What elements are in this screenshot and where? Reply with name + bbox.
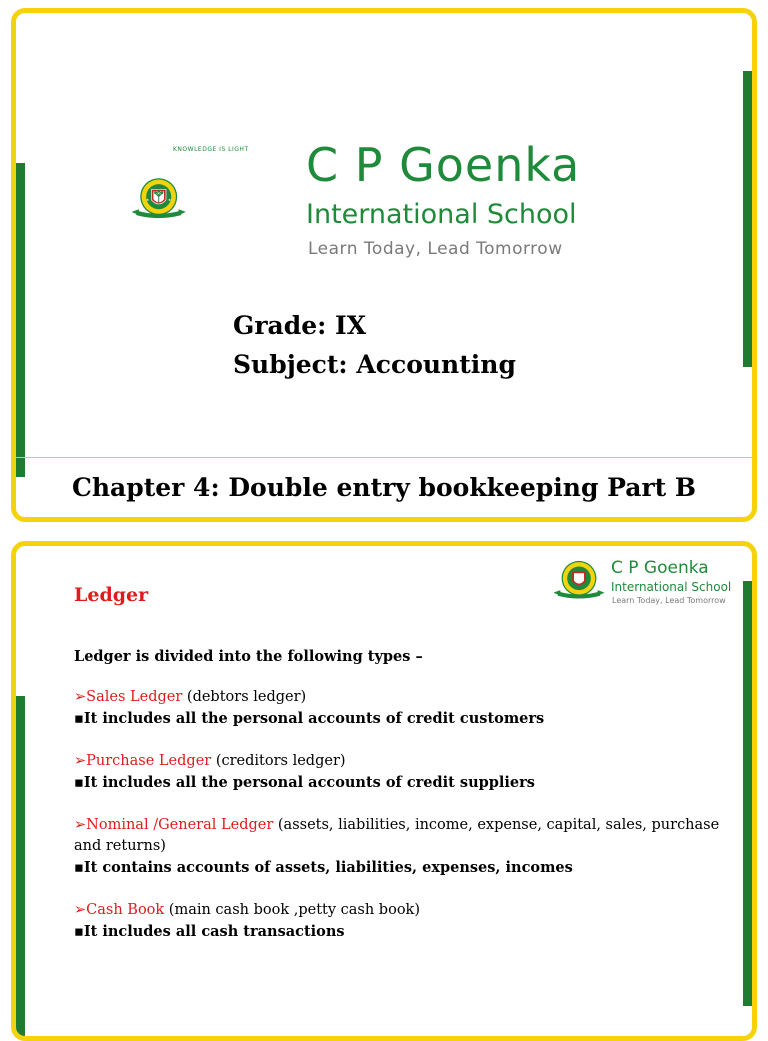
ledger-type: [74, 900, 734, 921]
svg-text:★: ★: [146, 197, 150, 202]
ledger-type-name: Purchase Ledger: [86, 753, 212, 769]
school-emblem-small-icon: [551, 558, 607, 602]
ledger-type-name: Nominal /General Ledger: [86, 817, 274, 833]
square-bullet-icon: ▪: [74, 710, 84, 727]
ledger-type-desc: (assets, liabilities, income, expense, capital, sales, purchase and returns): [74, 817, 720, 854]
ledger-content: [74, 646, 734, 964]
brand-tagline-small: Learn Today, Lead Tomorrow: [612, 596, 726, 605]
arrow-bullet-icon: ➢: [74, 753, 87, 769]
accent-bar-right: [743, 71, 752, 367]
ledger-type-bullet: [74, 772, 734, 793]
bullet-text: It contains accounts of assets, liabilities, expenses, incomes: [83, 859, 573, 876]
ledger-type-bullet: [74, 708, 734, 729]
brand-tagline: Learn Today, Lead Tomorrow: [308, 239, 563, 259]
bullet-text: It includes all the personal accounts of credit suppliers: [83, 774, 535, 791]
accent-bar-left: [16, 163, 25, 477]
emblem-top-text: KNOWLEDGE IS LIGHT: [173, 146, 249, 153]
ledger-type: [74, 687, 734, 708]
arrow-bullet-icon: ➢: [74, 817, 87, 833]
ledger-type-desc: (creditors ledger): [211, 753, 346, 769]
square-bullet-icon: ▪: [74, 923, 84, 940]
emblem-banner-text: C P GOENKA INTERNATIONAL: [156, 237, 278, 245]
title-slide: [11, 8, 757, 522]
bullet-text: It includes all cash transactions: [83, 923, 345, 940]
bullet-text: It includes all the personal accounts of credit customers: [83, 710, 545, 727]
ledger-type-desc: (main cash book ,petty cash book): [164, 902, 420, 918]
ledger-type-bullet: [74, 857, 734, 878]
ledger-slide: [11, 541, 757, 1041]
ledger-type-name: Sales Ledger: [86, 689, 183, 705]
square-bullet-icon: ▪: [74, 859, 84, 876]
ledger-type-name: Cash Book: [86, 902, 165, 918]
grade-label: Grade: IX: [233, 311, 367, 340]
chapter-title: Chapter 4: Double entry bookkeeping Part B: [71, 473, 697, 502]
brand-subtitle: International School: [306, 199, 577, 230]
accent-bar-left: [16, 696, 25, 1036]
arrow-bullet-icon: ➢: [74, 902, 87, 918]
ledger-type-desc: (debtors ledger): [182, 689, 307, 705]
subject-label: Subject: Accounting: [233, 350, 516, 379]
brand-subtitle-small: International School: [611, 580, 732, 594]
ledger-type: [74, 751, 734, 772]
accent-bar-right: [743, 581, 752, 1006]
square-bullet-icon: ▪: [74, 774, 84, 791]
slide-title: Ledger: [74, 584, 149, 606]
arrow-bullet-icon: ➢: [74, 689, 87, 705]
ledger-type-bullet: [74, 921, 734, 942]
brand-name-small: C P Goenka: [611, 558, 709, 578]
ledger-type: [74, 815, 734, 857]
divider: [16, 457, 752, 458]
brand-name: C P Goenka: [306, 138, 581, 192]
svg-text:★: ★: [167, 197, 171, 202]
intro-text: Ledger is divided into the following types –: [74, 648, 423, 665]
